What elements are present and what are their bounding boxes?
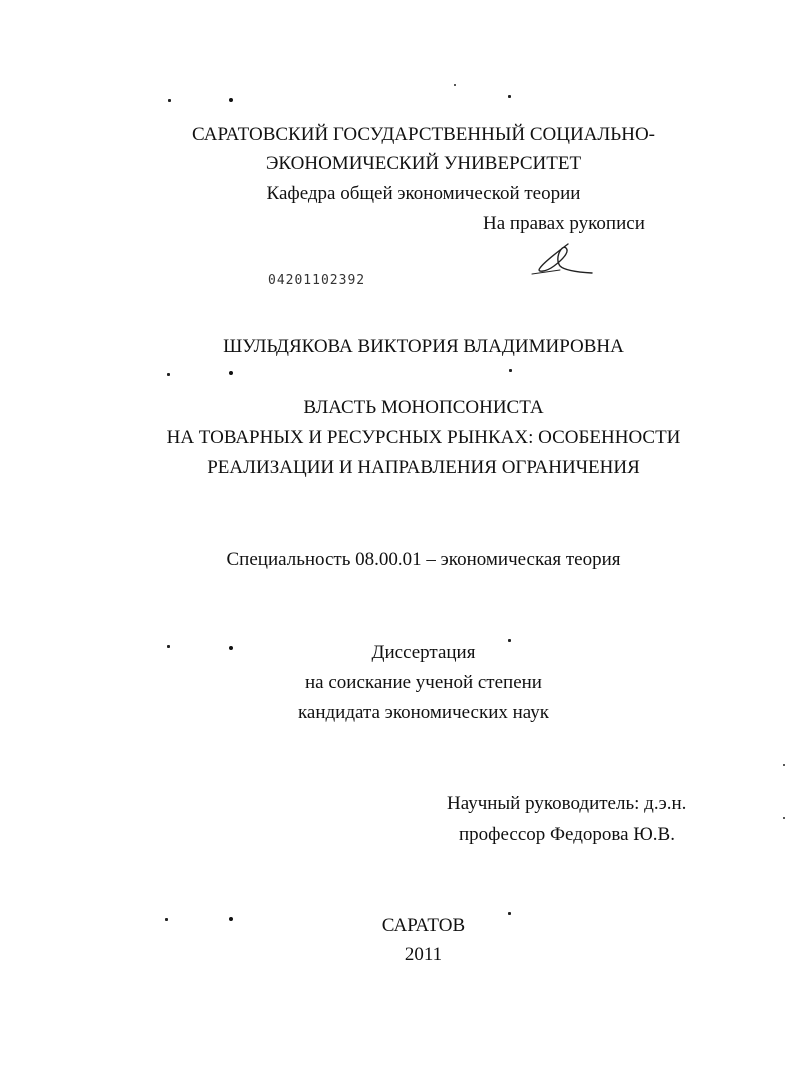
university-name-line1: САРАТОВСКИЙ ГОСУДАРСТВЕННЫЙ СОЦИАЛЬНО-	[192, 124, 655, 145]
scan-mark	[229, 371, 233, 375]
scan-mark	[229, 98, 233, 102]
archive-number: 04201102392	[268, 273, 366, 288]
scan-mark	[783, 764, 785, 766]
dissertation-title-line3: РЕАЛИЗАЦИИ И НАПРАВЛЕНИЯ ОГРАНИЧЕНИЯ	[207, 457, 640, 478]
supervisor-title: Научный руководитель: д.э.н.	[447, 793, 687, 814]
scan-mark	[508, 95, 511, 98]
scan-mark	[783, 817, 785, 819]
year: 2011	[404, 944, 443, 965]
degree-line1: на соискание ученой степени	[305, 672, 542, 693]
scan-mark	[167, 373, 170, 376]
university-name-line2: ЭКОНОМИЧЕСКИЙ УНИВЕРСИТЕТ	[265, 153, 582, 174]
specialty: Специальность 08.00.01 – экономическая теория	[226, 549, 621, 570]
scan-mark	[454, 84, 456, 86]
signature	[530, 240, 600, 280]
degree-line2: кандидата экономических наук	[297, 702, 550, 723]
dissertation-label: Диссертация	[371, 642, 476, 663]
city: САРАТОВ	[381, 915, 466, 936]
department-name: Кафедра общей экономической теории	[266, 183, 581, 204]
dissertation-title-line1: ВЛАСТЬ МОНОПСОНИСТА	[303, 397, 544, 418]
supervisor-name: профессор Федорова Ю.В.	[459, 824, 675, 845]
scan-mark	[168, 99, 171, 102]
author-name: ШУЛЬДЯКОВА ВИКТОРИЯ ВЛАДИМИРОВНА	[223, 336, 624, 357]
manuscript-rights: На правах рукописи	[483, 213, 645, 234]
scan-mark	[509, 369, 512, 372]
dissertation-title-line2: НА ТОВАРНЫХ И РЕСУРСНЫХ РЫНКАХ: ОСОБЕННОСТИ	[166, 427, 681, 448]
